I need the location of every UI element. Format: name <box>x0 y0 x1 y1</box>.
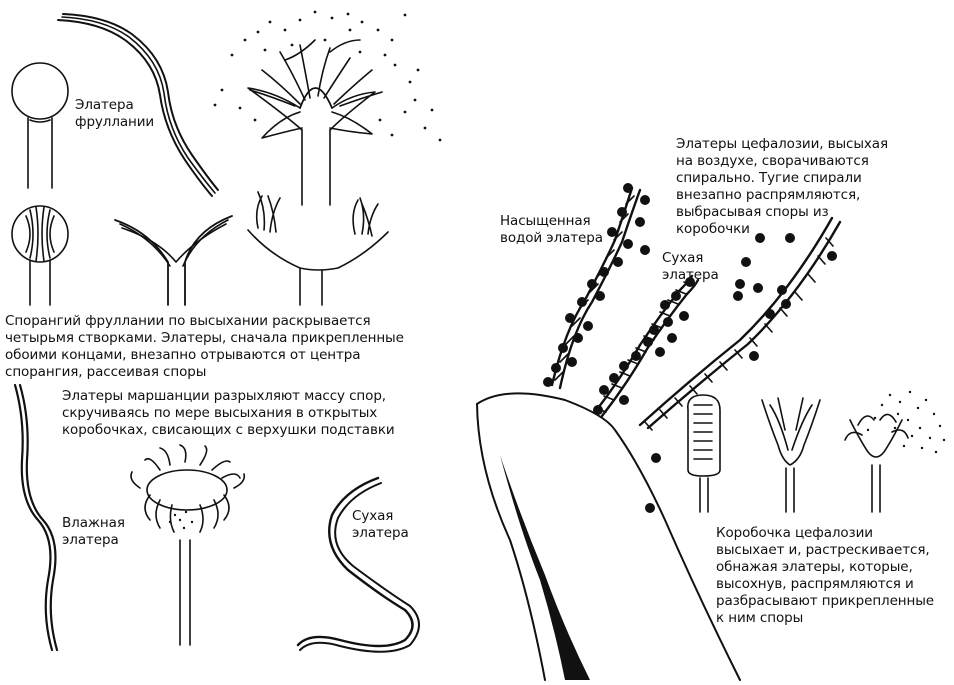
marchantia-caption: Элатеры маршанции разрыхляют массу спор, скручиваясь по мере высыхания в открытых коробочках, свисающих с верхушки подставки <box>62 388 395 438</box>
dispersing-spore-cloud <box>867 391 945 453</box>
frullania-sporangium-caption: Спорангий фруллании по высыхании раскрывается четырьмя створками. Элатеры, сначала прикрепленные обоими концами, внезапно отрываются от центра спорангия, рассеивая споры <box>5 313 404 380</box>
cephalozia-capsule-caption: Коробочка цефалозии высыхает и, растрескивается, обнажая элатеры, которые, высохнув, распрямляются и разбрасывают прикрепленные к ним споры <box>716 525 934 626</box>
dry-elater-left-label: Сухая элатера <box>352 508 409 541</box>
cephalozia-open-capsule-drawing <box>845 414 908 512</box>
spore-dots <box>169 11 945 530</box>
frullania-elater-label: Элатера фруллании <box>75 97 155 130</box>
wet-elater-label: Влажная элатера <box>62 515 125 548</box>
marchantia-dry-elater-drawing <box>298 478 419 652</box>
marchantia-receptacle-drawing <box>131 445 244 645</box>
dry-elater-right-label: Сухая элатера <box>662 250 719 283</box>
cephalozia-elaters-caption: Элатеры цефалозии, высыхая на воздухе, сворачиваются спирально. Тугие спирали внезапно распрямляются, выбрасывая споры из коробочки <box>676 136 889 237</box>
frullania-dehiscing-drawing <box>248 40 382 205</box>
frullania-opened-capsule-drawing <box>248 192 388 305</box>
frullania-opening-valves-drawing <box>115 216 232 305</box>
saturated-elater-label: Насыщенная водой элатера <box>500 213 603 246</box>
cephalozia-splitting-capsule-drawing <box>762 398 820 512</box>
frullania-capsule-drawing <box>12 63 68 188</box>
cephalozia-closed-capsule-drawing <box>688 395 720 512</box>
frullania-spores <box>214 11 442 142</box>
cephalozia-plant-drawing <box>477 393 740 680</box>
frullania-valve-capsule-drawing <box>12 206 68 305</box>
marchantia-wet-elater-drawing <box>15 385 57 650</box>
